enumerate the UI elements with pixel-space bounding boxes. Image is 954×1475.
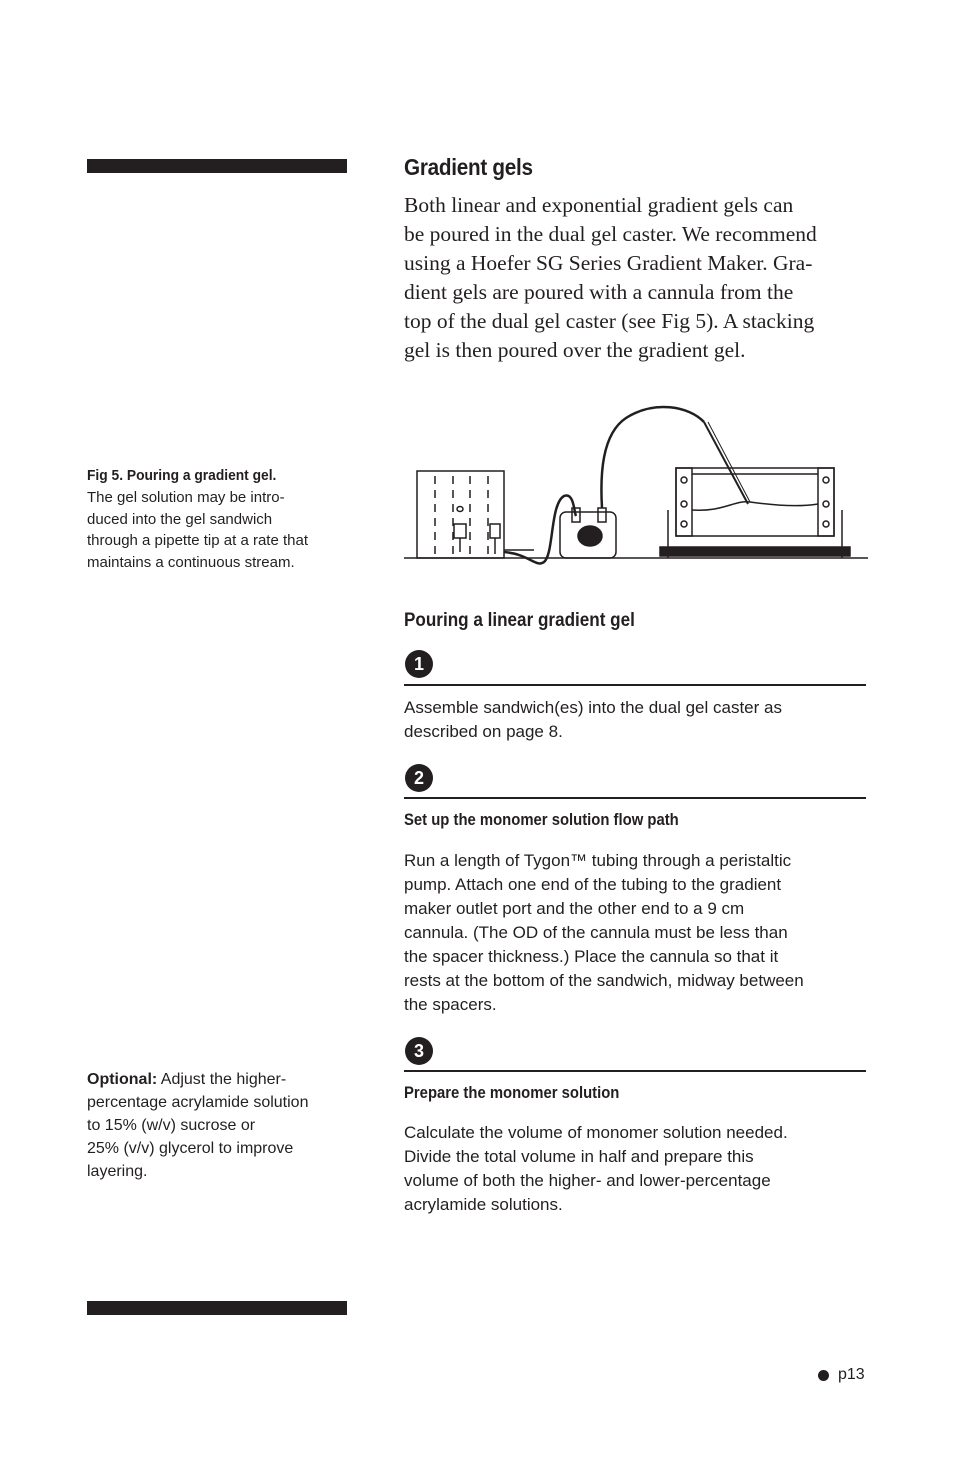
intro-line: be poured in the dual gel caster. We recommend <box>404 222 817 246</box>
step-1-number: 1 <box>405 650 433 678</box>
step-2-text <box>404 849 874 1017</box>
step-3-line: Calculate the volume of monomer solution needed. <box>404 1123 788 1142</box>
page-footer <box>818 1366 865 1384</box>
step-2-line: cannula. (The OD of the cannula must be less than <box>404 923 788 942</box>
step-1-text <box>404 696 874 744</box>
bottom-divider-bar <box>87 1301 347 1315</box>
figure-caption-title: Fig 5. Pouring a gradient gel. <box>87 467 277 484</box>
step-2-rule <box>404 797 866 799</box>
sidenote-first-line <box>87 1068 357 1091</box>
step-3-line: acrylamide solutions. <box>404 1195 563 1214</box>
step-3-text <box>404 1121 874 1217</box>
gradient-pouring-illustration <box>404 404 868 568</box>
tubing-line <box>504 495 576 563</box>
procedure-heading: Pouring a linear gradient gel <box>404 610 635 631</box>
step-2-line: the spacer thickness.) Place the cannula so that it <box>404 947 779 966</box>
cannula-line <box>704 422 748 504</box>
step-1-line: Assemble sandwich(es) into the dual gel caster as <box>404 698 782 717</box>
sidenote-first-line-rest: Adjust the higher- <box>157 1071 287 1088</box>
intro-line: gel is then poured over the gradient gel. <box>404 338 746 362</box>
caption-line: The gel solution may be intro- <box>87 488 285 506</box>
step-2-heading: Set up the monomer solution flow path <box>404 811 679 829</box>
top-divider-bar <box>87 159 347 173</box>
step-2-line: maker outlet port and the other end to a 9 cm <box>404 899 745 918</box>
step-1-line: described on page 8. <box>404 722 563 741</box>
sidenote-line: to 15% (w/v) sucrose or <box>87 1117 256 1134</box>
step-3-rule <box>404 1070 866 1072</box>
step-3-line: volume of both the higher- and lower-percentage <box>404 1171 771 1190</box>
intro-line: top of the dual gel caster (see Fig 5). A stacking <box>404 309 815 333</box>
caption-line: duced into the gel sandwich <box>87 510 273 528</box>
page-number: p13 <box>838 1366 865 1383</box>
figure-caption <box>87 465 357 574</box>
step-3-line: Divide the total volume in half and prepare this <box>404 1147 754 1166</box>
step-2-number: 2 <box>405 764 433 792</box>
sidenote-line: percentage acrylamide solution <box>87 1094 309 1111</box>
sidenote-line: layering. <box>87 1163 148 1180</box>
step-3-number: 3 <box>405 1037 433 1065</box>
step-2-line: Run a length of Tygon™ tubing through a peristaltic <box>404 851 792 870</box>
step-2-line: rests at the bottom of the sandwich, midway between <box>404 971 804 990</box>
optional-sidenote <box>87 1068 357 1183</box>
step-1-rule <box>404 684 866 686</box>
caster-base <box>660 547 850 556</box>
sidenote-label: Optional: <box>87 1071 158 1088</box>
step-2-line: pump. Attach one end of the tubing to the gradient <box>404 875 782 894</box>
caption-line: maintains a continuous stream. <box>87 554 295 572</box>
step-3-heading: Prepare the monomer solution <box>404 1084 620 1102</box>
intro-paragraph <box>404 191 866 365</box>
intro-line: dient gels are poured with a cannula from the <box>404 280 794 304</box>
bullet-icon <box>818 1370 829 1381</box>
caption-line: through a pipette tip at a rate that <box>87 532 308 550</box>
tubing-line <box>601 407 704 508</box>
step-2-line: the spacers. <box>404 995 497 1014</box>
intro-line: Both linear and exponential gradient gels can <box>404 193 794 217</box>
intro-line: using a Hoefer SG Series Gradient Maker. Gra- <box>404 251 813 275</box>
sidenote-line: 25% (v/v) glycerol to improve <box>87 1140 294 1157</box>
section-title: Gradient gels <box>404 154 533 180</box>
